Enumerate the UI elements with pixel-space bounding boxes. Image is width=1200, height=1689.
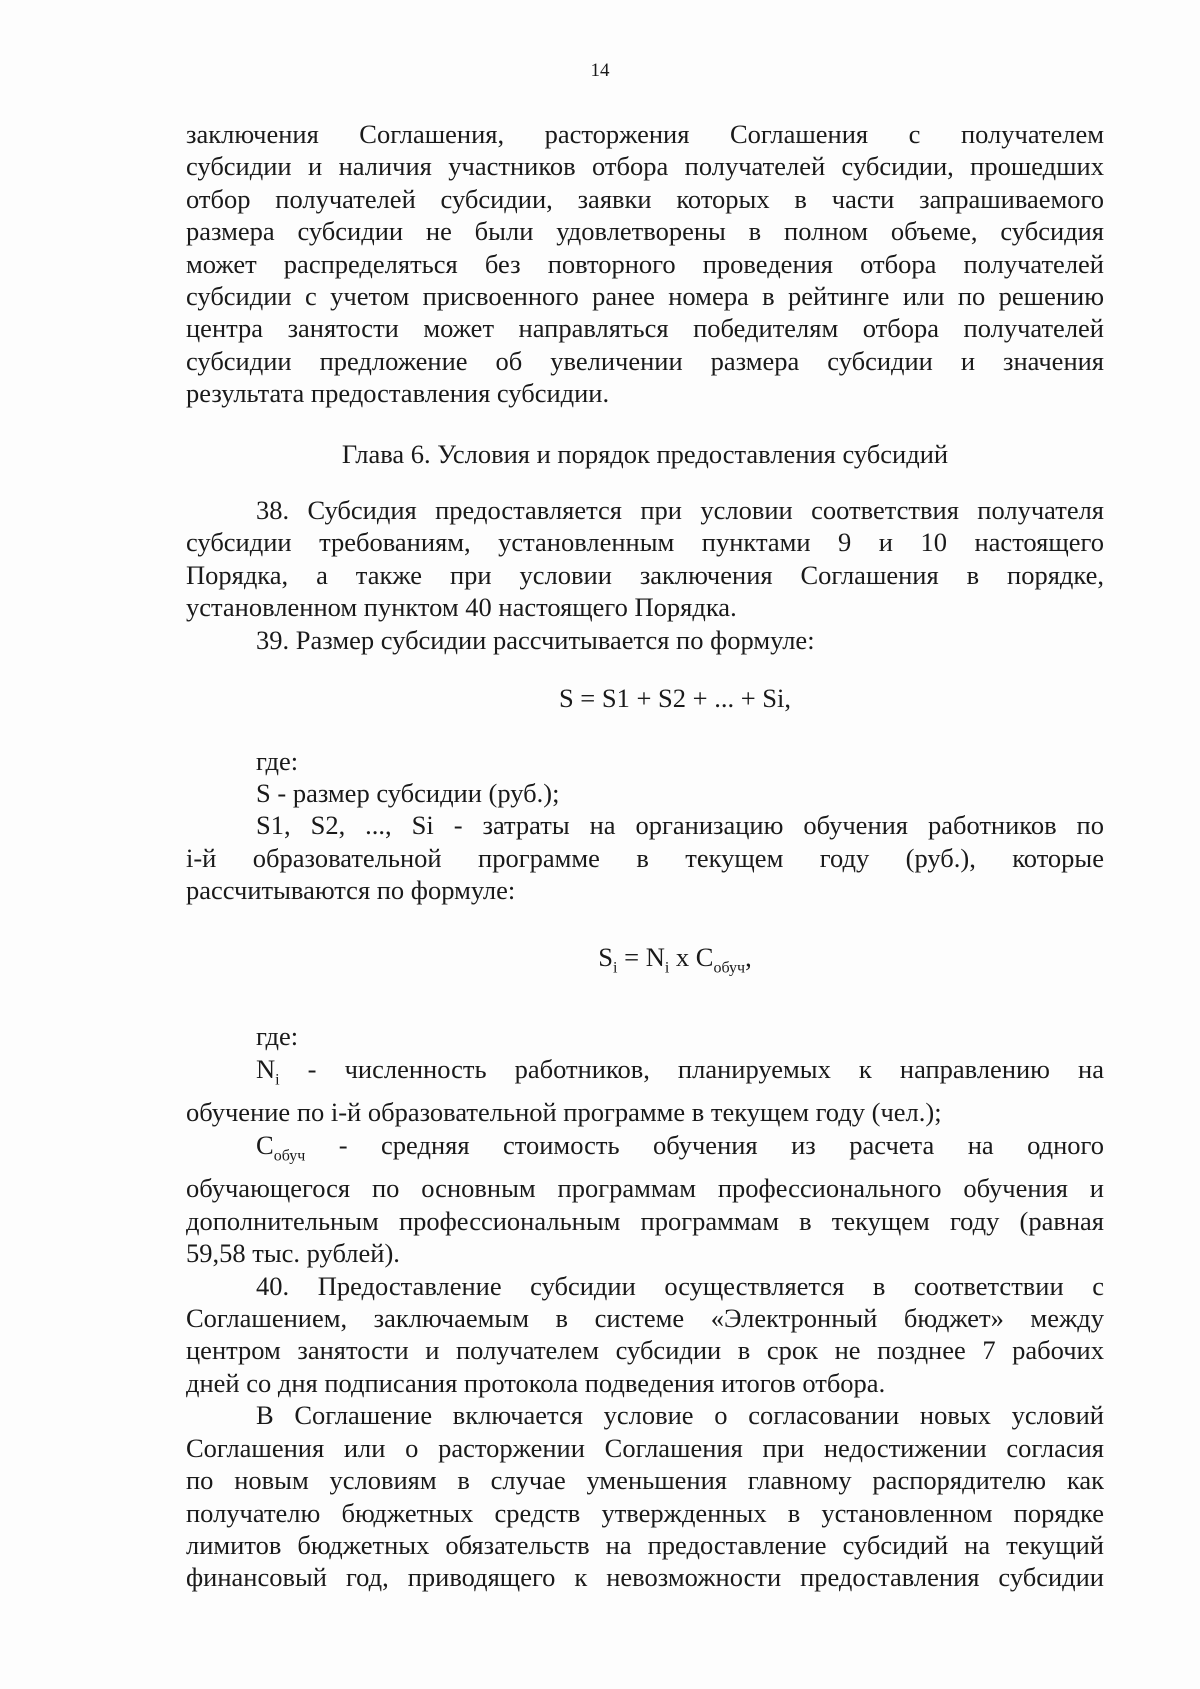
text-line: размера субсидии не были удовлетворены в полном объеме, субсидия <box>186 216 1104 247</box>
paragraph-40 <box>186 1270 1104 1400</box>
document-body <box>186 118 1104 1594</box>
text-line: рассчитываются по формуле: <box>186 875 516 906</box>
text-line: установленном пунктом 40 настоящего Порядка. <box>186 592 737 623</box>
text-line: субсидии и наличия участников отбора получателей субсидии, прошедших <box>186 151 1104 182</box>
c-subscript: обуч <box>273 1147 306 1165</box>
c-symbol: C <box>256 1129 274 1160</box>
text-line: Соглашения или о расторжении Соглашения при недостижении согласия <box>186 1432 1104 1463</box>
text-line: финансовый год, приводящего к невозможности предоставления субсидии <box>186 1562 1104 1593</box>
definition-cobuch <box>186 1129 1104 1270</box>
paragraph-40-continued <box>186 1399 1104 1593</box>
text-line: лимитов бюджетных обязательств на предоставление субсидий на текущий <box>186 1529 1104 1560</box>
text-line <box>186 1053 1104 1097</box>
paragraph-continuation <box>186 118 1104 410</box>
formula-x-c: x C <box>669 941 714 972</box>
text-line: обучение по i-й образовательной программе в текущем году (чел.); <box>186 1097 942 1128</box>
text-line: центра занятости может направляться победителям отбора получателей <box>186 313 1104 344</box>
formula-total: S = S1 + S2 + ... + Si, <box>558 683 792 714</box>
text-line: центром занятости и получателем субсидии в срок не позднее 7 рабочих <box>186 1335 1104 1366</box>
formula-eq-n: = N <box>617 941 665 972</box>
definition-ni <box>186 1053 1104 1129</box>
text-line: заключения Соглашения, расторжения Соглашения с получателем <box>186 119 1104 149</box>
c-text: - средняя стоимость обучения из расчета на одного <box>305 1129 1104 1160</box>
definition-si <box>186 809 1104 906</box>
text-line: 40. Предоставление субсидии осуществляется в соответствии с <box>256 1270 1104 1301</box>
formula-s-symbol: S <box>598 941 614 972</box>
formula-end: , <box>745 941 752 972</box>
text-line: результата предоставления субсидии. <box>186 378 610 409</box>
ni-text: - численность работников, планируемых к направлению на <box>279 1053 1104 1084</box>
formula-n-subscript: i <box>664 958 670 976</box>
text-line: В Соглашение включается условие о согласовании новых условий <box>256 1400 1104 1431</box>
text-line: 38. Субсидия предоставляется при условии соответствия получателя <box>256 495 1104 526</box>
ni-symbol: N <box>256 1053 276 1084</box>
text-line: Порядка, а также при условии заключения Соглашения в порядке, <box>186 559 1104 590</box>
formula-si <box>186 941 1104 985</box>
text-line: отбор получателей субсидии, заявки которых в части запрашиваемого <box>186 183 1104 214</box>
paragraph-38 <box>186 494 1104 624</box>
text-line: субсидии с учетом присвоенного ранее номера в рейтинге или по решению <box>186 281 1104 312</box>
chapter-heading: Глава 6. Условия и порядок предоставления субсидий <box>341 438 949 469</box>
text-line: дополнительным профессиональным программам в текущем году (равная <box>186 1205 1104 1236</box>
paragraph-39: 39. Размер субсидии рассчитывается по формуле: <box>256 624 815 655</box>
text-line: получателю бюджетных средств утвержденных в установленном порядке <box>186 1497 1104 1528</box>
text-line: субсидии требованиям, установленным пунктами 9 и 10 настоящего <box>186 527 1104 558</box>
text-line: может распределяться без повторного проведения отбора получателей <box>186 248 1104 279</box>
formula-s-subscript: i <box>613 958 618 976</box>
text-line: Соглашением, заключаемым в системе «Электронный бюджет» между <box>186 1303 1104 1334</box>
ni-subscript: i <box>275 1070 280 1088</box>
text-line: по новым условиям в случае уменьшения главному распорядителю как <box>186 1465 1104 1496</box>
text-line <box>186 1129 1104 1173</box>
text-line: дней со дня подписания протокола подведения итогов отбора. <box>186 1367 886 1398</box>
text-line: S1, S2, ..., Si - затраты на организацию обучения работников по <box>256 810 1104 841</box>
where-label: где: <box>256 1021 299 1052</box>
text-line: i-й образовательной программе в текущем году (руб.), которые <box>186 842 1104 873</box>
text-line: обучающегося по основным программам профессионального обучения и <box>186 1173 1104 1204</box>
text-line: субсидии предложение об увеличении размера субсидии и значения <box>186 345 1104 376</box>
where-label: где: <box>256 745 299 776</box>
formula-c-subscript: обуч <box>713 958 746 976</box>
definition-s: S - размер субсидии (руб.); <box>256 777 560 808</box>
page-number: 14 <box>590 60 610 81</box>
text-line: 59,58 тыс. рублей). <box>186 1238 400 1269</box>
